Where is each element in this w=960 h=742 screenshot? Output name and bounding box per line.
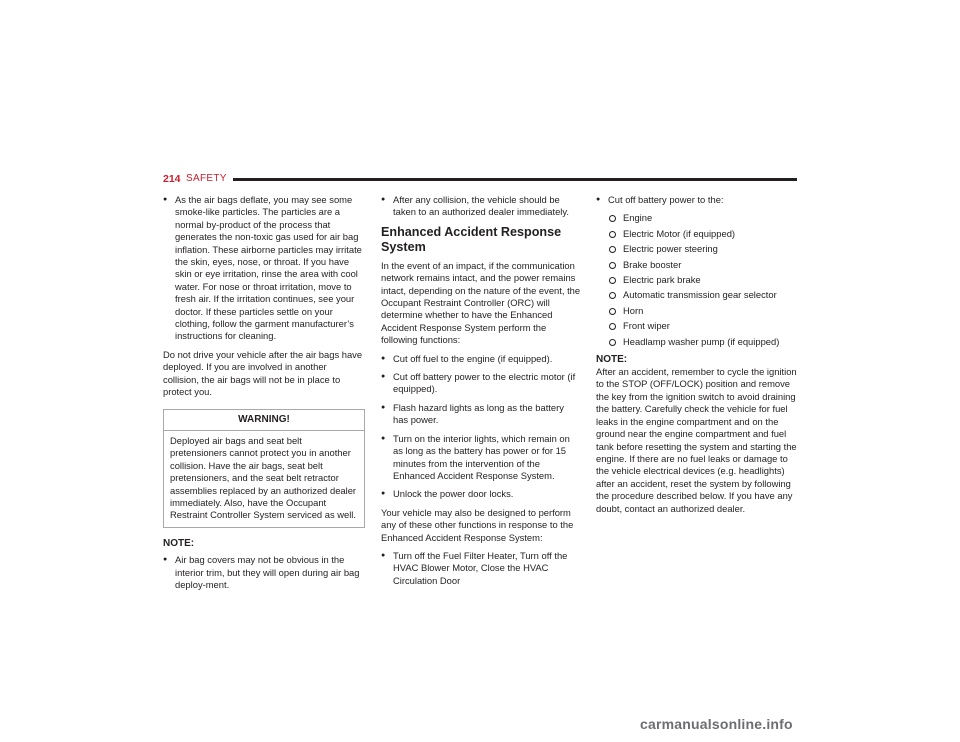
function-item: ● Cut off battery power to the electric motor (if equipped). [381,371,581,396]
paragraph-other-functions: Your vehicle may also be designed to perform any of these other functions in response to the Enhanced Accident Response System: [381,506,574,543]
function-item: ● Turn on the interior lights, which remain on as long as the battery has power or for 15 minutes from the intervention of the Enhanced Accident Response System. [381,433,581,483]
function-item: ● Flash hazard lights as long as the battery has power. [381,402,581,427]
column-3 [596,194,798,521]
heading-enhanced-accident-response: Enhanced Accident Response System [381,224,562,254]
sub-item: Automatic transmission gear selector [596,289,798,301]
note-bullet-covers: ● Air bag covers may not be obvious in the interior trim, but they will open during air bag deploy-ment. [163,554,365,591]
bullet-cut-off-battery: ● Cut off battery power to the: [596,194,798,206]
sub-item: Electric power steering [596,243,798,255]
warning-body: Deployed air bags and seat belt pretensioners cannot protect you in another collision. Have the air bags, seat belt pretensioners, and the seat belt retractor assemblies replaced by an authorized dealer immediately. Also, have the Occupant Restraint Controller System serviced as well. [170,434,357,521]
paragraph-impact: In the event of an impact, if the communication network remains intact, and the power remains intact, depending on the nature of the event, the Occupant Restraint Controller (ORC) will determine whether to have the Enhanced Accident Response System perform the following functions: [381,259,581,346]
page-number: 214 [163,173,181,185]
column-1 [163,194,365,597]
column-2 [381,194,581,593]
header-rule [233,178,797,181]
function-item: ● Cut off fuel to the engine (if equipped). [381,353,581,365]
sub-item: Headlamp washer pump (if equipped) [596,336,798,348]
page-header [163,172,797,186]
sub-item: Electric Motor (if equipped) [596,228,798,240]
note-label: NOTE: [163,537,195,549]
note-label: NOTE: [596,354,628,366]
bullet-after-collision: ● After any collision, the vehicle should be taken to an authorized dealer immediately. [381,194,581,219]
paragraph-do-not-drive: Do not drive your vehicle after the air bags have deployed. If you are involved in another collision, the air bags will not be in place to protect you. [163,348,363,398]
warning-title: WARNING! [164,410,364,431]
note-text-accident: After an accident, remember to cycle the ignition to the STOP (OFF/LOCK) position and remove the key from the ignition switch to avoid draining the battery. Carefully check the vehicle for fuel leaks in the engine compartment and on the ground near the engine compartment and fuel tank before resetting the system and starting the engine. If there are no fuel leaks or damage to the vehicle electrical devices (e.g. headlights) after an accident, reset the system by following the procedure described below. If you have any doubt, contact an authorized dealer. [596,366,797,514]
function-item: ● Unlock the power door locks. [381,488,581,500]
sub-item: Engine [596,212,798,224]
sub-item: Horn [596,305,798,317]
bullet-particles: ● As the air bags deflate, you may see some smoke-like particles. The particles are a normal by-product of the process that generates the non-toxic gas used for air bag inflation. These airborne particles may irritate the skin, eyes, nose, or throat. If you have skin or eye irritation, rinse the area with cool water. For nose or throat irritation, move to fresh air. If the irritation continues, see your doctor. If these particles settle on your clothing, follow the garment manufacturer’s instructions for cleaning. [163,194,365,343]
bullet-fuel-filter-heater: ● Turn off the Fuel Filter Heater, Turn off the HVAC Blower Motor, Close the HVAC Circulation Door [381,550,581,587]
section-title: SAFETY [186,173,227,184]
sub-item: Brake booster [596,259,798,271]
warning-box [163,409,365,528]
watermark: carmanualsonline.info [640,716,793,732]
sub-item: Electric park brake [596,274,798,286]
sub-item: Front wiper [596,320,798,332]
